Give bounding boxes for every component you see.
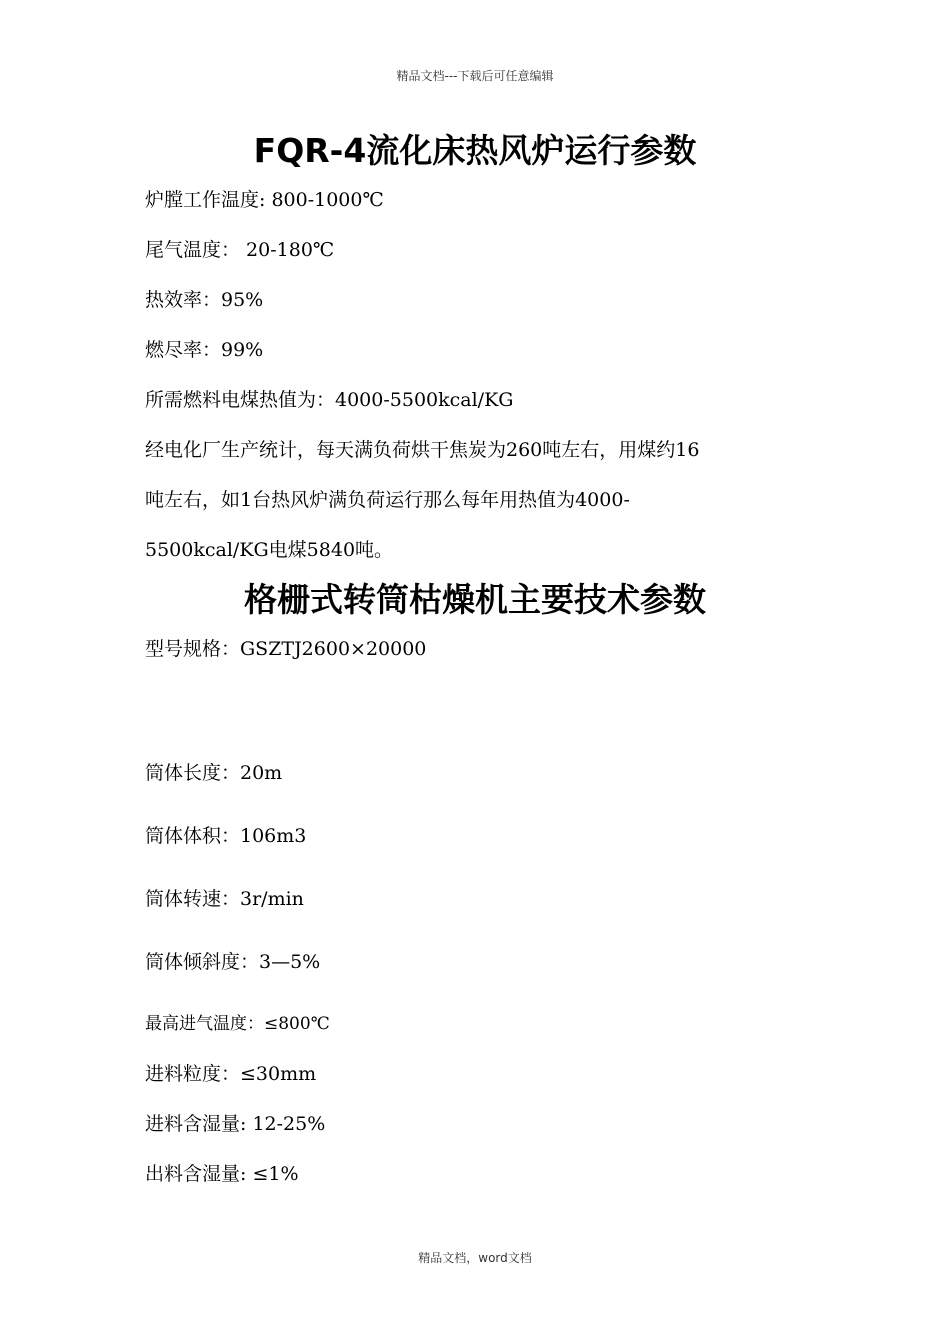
param-line: 最高进气温度：≤800℃ [145,1014,330,1034]
param-line: 燃尽率：99% [145,339,264,361]
param-line: 筒体转速：3r/min [145,888,304,910]
param-line: 所需燃料电煤热值为：4000-5500kcal/KG [145,389,514,411]
page-footer: 精品文档，word文档 [418,1251,532,1265]
param-line: 型号规格：GSZTJ2600×20000 [145,638,427,660]
param-line: 筒体倾斜度：3—5% [145,951,321,973]
paragraph-line: 经电化厂生产统计，每天满负荷烘干焦炭为260吨左右，用煤约16 [145,439,700,461]
param-line: 筒体体积：106m3 [145,825,307,847]
param-line: 进料含湿量: 12-25% [145,1113,326,1135]
param-line: 出料含湿量: ≤1% [145,1163,299,1185]
param-line: 热效率：95% [145,289,264,311]
page-header: 精品文档---下载后可任意编辑 [396,69,554,83]
param-line: 尾气温度： 20-180℃ [145,239,335,261]
section-title-dryer: 格栅式转筒枯燥机主要技术参数 [244,580,706,619]
paragraph-line: 吨左右，如1台热风炉满负荷运行那么每年用热值为4000- [145,489,630,511]
param-line: 进料粒度：≤30mm [145,1063,317,1085]
section-title-furnace: FQR-4流化床热风炉运行参数 [253,131,697,170]
paragraph-line: 5500kcal/KG电煤5840吨。 [145,539,394,561]
param-line: 炉膛工作温度: 800-1000℃ [145,189,384,211]
param-line: 筒体长度：20m [145,762,283,784]
